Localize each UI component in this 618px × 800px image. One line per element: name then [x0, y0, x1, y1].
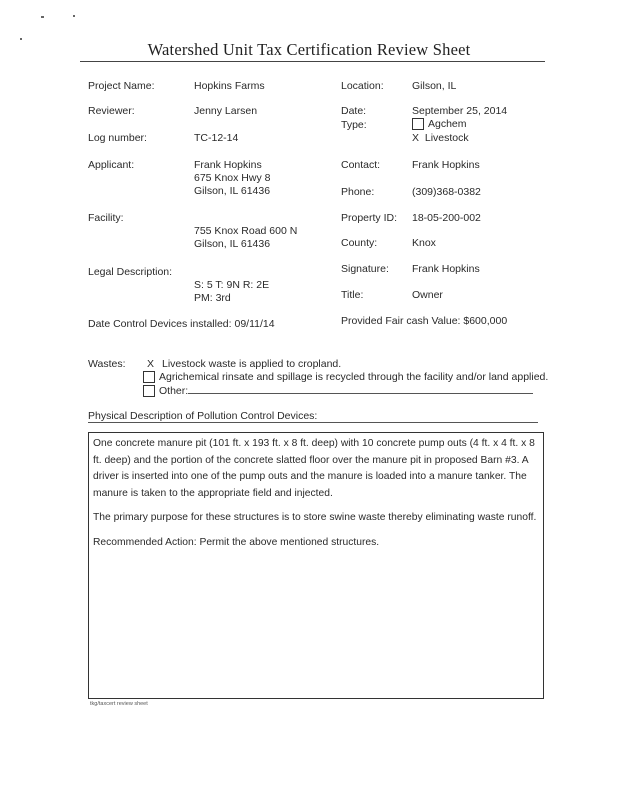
- scan-speck: [41, 16, 44, 18]
- scan-speck: [73, 15, 75, 17]
- type-label: Type:: [341, 119, 367, 131]
- wastes-other-text: Other:: [159, 385, 189, 397]
- type-livestock-option: [412, 132, 469, 144]
- wastes-livestock-text: Livestock waste is applied to cropland.: [162, 358, 342, 370]
- applicant-address-line2: Gilson, IL 61436: [194, 185, 271, 197]
- title-value: Owner: [412, 289, 443, 301]
- property-id-value: 18-05-200-002: [412, 212, 481, 224]
- date-label: Date:: [341, 105, 367, 117]
- page-title: Watershed Unit Tax Certification Review Sheet: [147, 40, 471, 59]
- location-label: Location:: [341, 80, 384, 92]
- county-label: County:: [341, 237, 378, 249]
- reviewer-label: Reviewer:: [88, 105, 135, 117]
- legal-description-line1: S: 5 T: 9N R: 2E: [194, 279, 270, 291]
- title-label: Title:: [341, 289, 364, 301]
- wastes-other-option: [143, 385, 533, 397]
- description-box: [88, 432, 544, 699]
- legal-description-label: Legal Description:: [88, 266, 173, 278]
- physical-description-heading: Physical Description of Pollution Control Devices:: [88, 410, 318, 422]
- phone-value: (309)368-0382: [412, 186, 481, 198]
- wastes-agchem-option: [143, 371, 548, 383]
- date-value: September 25, 2014: [412, 105, 508, 117]
- signature-label: Signature:: [341, 263, 389, 275]
- applicant-name: Frank Hopkins: [194, 159, 262, 171]
- heading-rule: [88, 422, 538, 423]
- wastes-label: Wastes:: [88, 358, 126, 370]
- type-livestock-text: Livestock: [424, 132, 469, 144]
- county-value: Knox: [412, 237, 436, 249]
- reviewer-value: Jenny Larsen: [194, 105, 258, 117]
- project-name-label: Project Name:: [88, 80, 155, 92]
- project-name-value: Hopkins Farms: [194, 80, 265, 92]
- facility-label: Facility:: [88, 212, 124, 224]
- wastes-other-line[interactable]: [188, 393, 533, 394]
- legal-description-line2: PM: 3rd: [194, 292, 231, 304]
- type-agchem-option: [412, 118, 467, 130]
- log-number-value: TC-12-14: [194, 132, 239, 144]
- log-number-label: Log number:: [88, 132, 147, 144]
- signature-value: Frank Hopkins: [412, 263, 480, 275]
- phone-label: Phone:: [341, 186, 375, 198]
- description-paragraph-1: One concrete manure pit (101 ft. x 193 ft. x 8 ft. deep) with 10 concrete pump outs (4 ft. x 4 ft. x 8 ft. deep) and the portion of the concrete slatted floor over the manure pit in proposed Barn #3. A driver is inserted into one of the pump outs and the manure is loaded into a manure tanker. The manure is taken to the appropriate field and injected.: [93, 438, 535, 499]
- footer-text: tkg/taxcert review sheet: [90, 701, 148, 707]
- facility-address-line2: Gilson, IL 61436: [194, 238, 271, 250]
- date-installed: Date Control Devices installed: 09/11/14: [88, 318, 275, 330]
- wastes-agchem-checkbox[interactable]: [143, 371, 155, 383]
- wastes-livestock-mark: X: [147, 358, 155, 370]
- wastes-agchem-text: Agrichemical rinsate and spillage is recycled through the facility and/or land applied.: [159, 371, 549, 383]
- fair-cash-value: Provided Fair cash Value: $600,000: [341, 315, 508, 327]
- type-agchem-text: Agchem: [428, 118, 467, 130]
- applicant-address-line1: 675 Knox Hwy 8: [194, 172, 271, 184]
- type-agchem-checkbox[interactable]: [412, 118, 424, 130]
- description-paragraph-3: Recommended Action: Permit the above mentioned structures.: [93, 536, 380, 548]
- contact-label: Contact:: [341, 159, 381, 171]
- applicant-label: Applicant:: [88, 159, 135, 171]
- description-paragraph-2: The primary purpose for these structures is to store swine waste thereby eliminating waste runoff.: [93, 512, 537, 523]
- property-id-label: Property ID:: [341, 212, 398, 224]
- facility-address-line1: 755 Knox Road 600 N: [194, 225, 298, 237]
- title-underline: [80, 61, 545, 62]
- contact-value: Frank Hopkins: [412, 159, 480, 171]
- wastes-other-checkbox[interactable]: [143, 385, 155, 397]
- type-livestock-mark: X: [412, 132, 420, 144]
- location-value: Gilson, IL: [412, 80, 457, 92]
